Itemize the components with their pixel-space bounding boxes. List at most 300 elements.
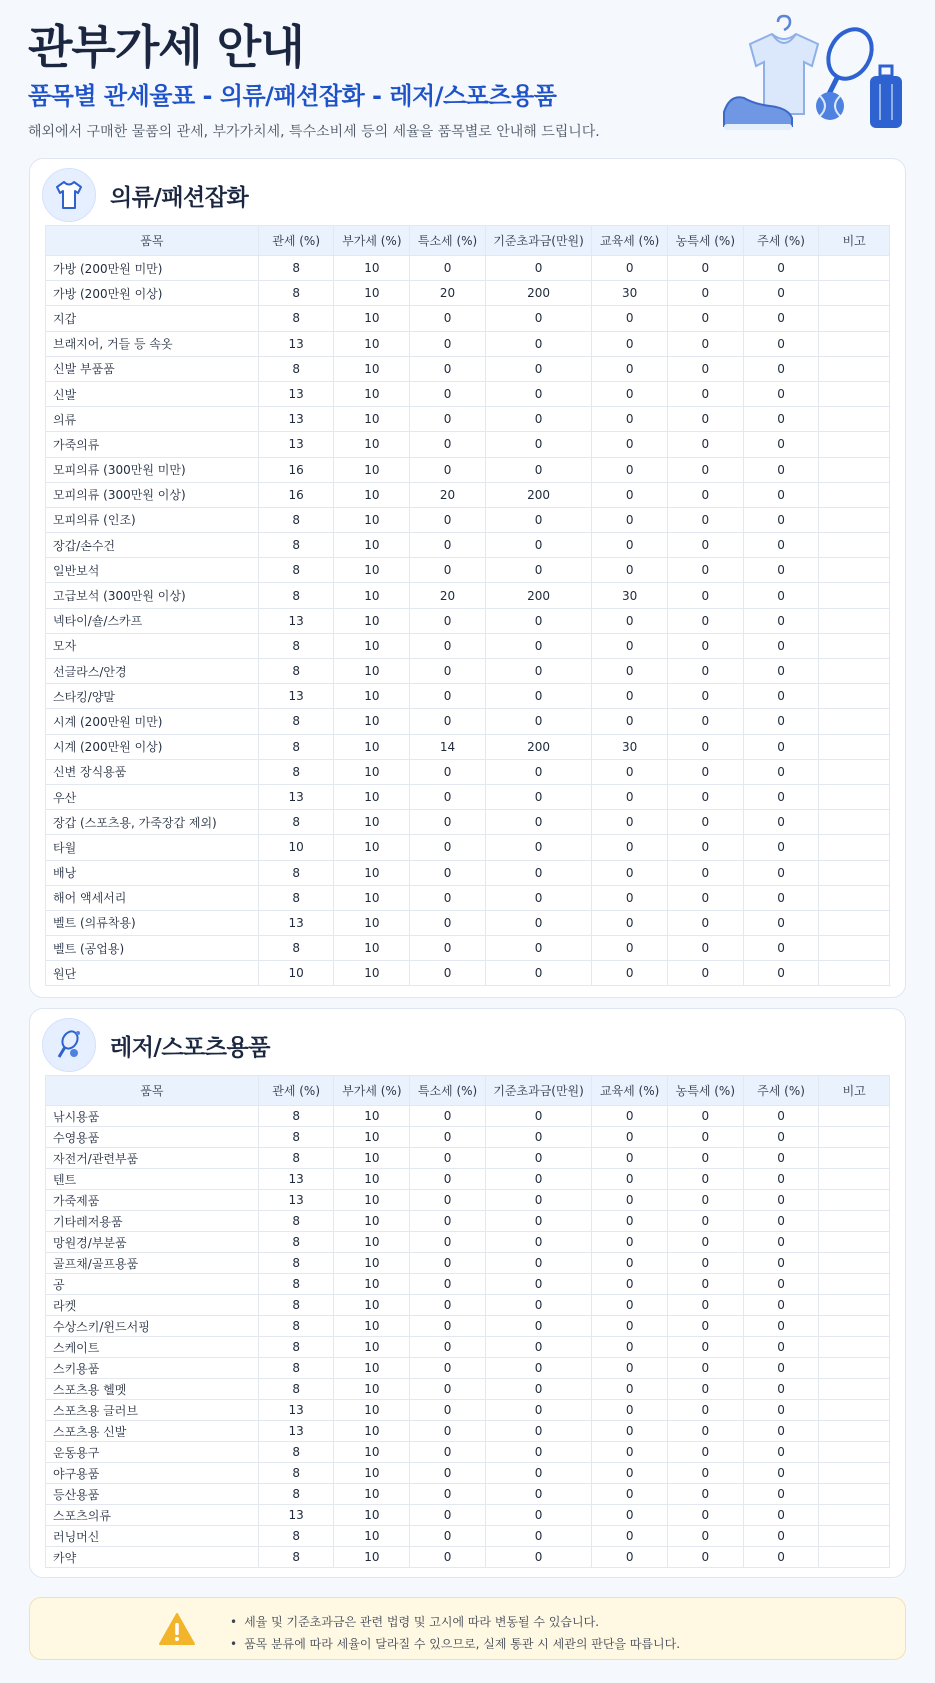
page-description: 해외에서 구매한 물품의 관세, 부가가치세, 특수소비세 등의 세율을 품목별로 안내해 드립니다.: [28, 124, 600, 140]
item-name-cell: 시계 (200만원 이상): [46, 734, 259, 759]
table-cell: [819, 885, 890, 910]
table-cell: 13: [258, 1400, 334, 1421]
table-cell: 0: [667, 1442, 743, 1463]
table-cell: 0: [410, 885, 486, 910]
table-cell: [819, 1358, 890, 1379]
table-cell: 0: [592, 1400, 668, 1421]
table-cell: 0: [667, 1547, 743, 1568]
table-cell: 8: [258, 734, 334, 759]
table-cell: 0: [667, 1484, 743, 1505]
table-cell: 0: [592, 1211, 668, 1232]
table-cell: 0: [485, 331, 591, 356]
column-header: 부가세 (%): [334, 226, 410, 256]
table-cell: 0: [485, 1295, 591, 1316]
table-cell: 10: [334, 1484, 410, 1505]
table-cell: 0: [592, 1295, 668, 1316]
table-cell: 0: [592, 306, 668, 331]
item-name-cell: 스키용품: [46, 1358, 259, 1379]
table-cell: 0: [743, 835, 819, 860]
table-cell: 8: [258, 1379, 334, 1400]
table-cell: 10: [334, 1400, 410, 1421]
table-row: [46, 381, 890, 406]
table-cell: 200: [485, 734, 591, 759]
table-cell: 8: [258, 583, 334, 608]
table-cell: [819, 558, 890, 583]
item-name-cell: 텐트: [46, 1169, 259, 1190]
table-cell: 0: [485, 1421, 591, 1442]
table-cell: 0: [592, 331, 668, 356]
table-cell: 10: [334, 331, 410, 356]
table-cell: 0: [592, 1148, 668, 1169]
table-cell: 0: [410, 835, 486, 860]
table-cell: 0: [743, 1274, 819, 1295]
table-cell: 0: [743, 558, 819, 583]
table-cell: 8: [258, 1211, 334, 1232]
table-cell: 0: [667, 1526, 743, 1547]
table-cell: 0: [667, 1505, 743, 1526]
table-cell: 0: [410, 608, 486, 633]
table-cell: 0: [485, 860, 591, 885]
table-cell: 0: [743, 936, 819, 961]
table-cell: 0: [592, 1316, 668, 1337]
table-cell: 8: [258, 507, 334, 532]
table-row: [46, 331, 890, 356]
table-cell: 8: [258, 936, 334, 961]
table-row: [46, 457, 890, 482]
table-cell: 10: [334, 961, 410, 986]
table-row: [46, 709, 890, 734]
item-name-cell: 장갑 (스포츠용, 가죽장갑 제외): [46, 810, 259, 835]
table-cell: 0: [743, 1316, 819, 1337]
item-name-cell: 스포츠용 글러브: [46, 1400, 259, 1421]
table-cell: 0: [410, 910, 486, 935]
table-cell: 0: [592, 936, 668, 961]
table-cell: [819, 1274, 890, 1295]
table-row: [46, 256, 890, 281]
table-cell: 0: [485, 1169, 591, 1190]
item-name-cell: 모피의류 (300만원 미만): [46, 457, 259, 482]
table-cell: 30: [592, 734, 668, 759]
table-cell: 13: [258, 432, 334, 457]
table-cell: 0: [743, 1463, 819, 1484]
table-cell: 0: [667, 1148, 743, 1169]
table-cell: 0: [485, 759, 591, 784]
table-cell: 0: [667, 432, 743, 457]
table-cell: [819, 507, 890, 532]
table-cell: 0: [743, 281, 819, 306]
table-cell: 0: [743, 759, 819, 784]
table-cell: [819, 457, 890, 482]
table-cell: 0: [410, 1232, 486, 1253]
table-cell: 0: [743, 659, 819, 684]
table-row: [46, 1169, 890, 1190]
table-cell: 10: [258, 961, 334, 986]
table-row: [46, 1337, 890, 1358]
table-cell: 8: [258, 860, 334, 885]
table-cell: 0: [592, 709, 668, 734]
table-cell: 0: [667, 306, 743, 331]
page-subtitle: 품목별 관세율표 - 의류/패션잡화 - 레저/스포츠용품: [28, 82, 557, 110]
table-cell: 0: [592, 1190, 668, 1211]
table-row: [46, 1274, 890, 1295]
column-header: 주세 (%): [743, 1076, 819, 1106]
table-cell: 0: [485, 1232, 591, 1253]
table-cell: 0: [485, 784, 591, 809]
table-cell: 0: [592, 684, 668, 709]
table-cell: 0: [485, 558, 591, 583]
table-cell: 0: [667, 583, 743, 608]
table-cell: 10: [334, 810, 410, 835]
column-header: 특소세 (%): [410, 226, 486, 256]
table-cell: 0: [743, 1505, 819, 1526]
table-cell: 10: [334, 1211, 410, 1232]
table-cell: 0: [485, 1484, 591, 1505]
column-header: 교육세 (%): [592, 1076, 668, 1106]
table-cell: [819, 1463, 890, 1484]
table-cell: 0: [410, 1169, 486, 1190]
table-cell: 0: [592, 1547, 668, 1568]
table-cell: 10: [334, 633, 410, 658]
table-cell: 0: [592, 835, 668, 860]
table-cell: 0: [485, 1463, 591, 1484]
table-cell: [819, 910, 890, 935]
table-cell: 0: [667, 608, 743, 633]
table-cell: 0: [592, 1379, 668, 1400]
table-cell: 8: [258, 1463, 334, 1484]
table-cell: 0: [743, 1421, 819, 1442]
column-header: 농특세 (%): [667, 1076, 743, 1106]
item-name-cell: 벨트 (공업용): [46, 936, 259, 961]
table-cell: 0: [667, 810, 743, 835]
table-cell: 0: [667, 961, 743, 986]
table-cell: 10: [334, 1148, 410, 1169]
table-cell: 0: [485, 885, 591, 910]
table-cell: 0: [592, 558, 668, 583]
table-cell: 10: [334, 432, 410, 457]
item-name-cell: 장갑/손수건: [46, 533, 259, 558]
table-cell: 0: [410, 1253, 486, 1274]
table-cell: 0: [485, 1400, 591, 1421]
table-cell: [819, 1127, 890, 1148]
table-cell: 0: [410, 810, 486, 835]
table-cell: 0: [410, 1526, 486, 1547]
table-row: [46, 432, 890, 457]
table-cell: 0: [485, 810, 591, 835]
item-name-cell: 신발 부품품: [46, 356, 259, 381]
table-cell: 0: [410, 759, 486, 784]
table-cell: 8: [258, 759, 334, 784]
item-name-cell: 망원경/부분품: [46, 1232, 259, 1253]
item-name-cell: 지갑: [46, 306, 259, 331]
table-cell: [819, 432, 890, 457]
section-header: [42, 167, 248, 223]
item-name-cell: 모피의류 (인조): [46, 507, 259, 532]
table-cell: 0: [592, 1442, 668, 1463]
table-cell: 0: [485, 356, 591, 381]
table-cell: 0: [410, 1463, 486, 1484]
table-cell: 0: [592, 533, 668, 558]
table-cell: 0: [485, 936, 591, 961]
table-cell: 0: [410, 306, 486, 331]
table-cell: [819, 1442, 890, 1463]
item-name-cell: 가방 (200만원 이상): [46, 281, 259, 306]
table-cell: 10: [334, 1106, 410, 1127]
table-cell: 0: [410, 1442, 486, 1463]
page-header: [28, 18, 718, 142]
table-cell: 0: [667, 1463, 743, 1484]
table-cell: 0: [410, 1127, 486, 1148]
table-cell: 0: [743, 1148, 819, 1169]
table-cell: 0: [667, 558, 743, 583]
table-cell: 0: [410, 633, 486, 658]
table-row: [46, 835, 890, 860]
table-cell: [819, 1211, 890, 1232]
table-cell: 10: [334, 910, 410, 935]
column-header: 관세 (%): [258, 1076, 334, 1106]
table-cell: 0: [485, 381, 591, 406]
table-row: [46, 633, 890, 658]
table-cell: 8: [258, 885, 334, 910]
table-cell: 0: [592, 256, 668, 281]
table-row: [46, 1316, 890, 1337]
table-cell: 0: [485, 961, 591, 986]
table-cell: [819, 256, 890, 281]
table-cell: 0: [743, 784, 819, 809]
table-cell: 0: [410, 331, 486, 356]
table-cell: 0: [667, 659, 743, 684]
item-name-cell: 골프채/골프용품: [46, 1253, 259, 1274]
table-cell: 8: [258, 558, 334, 583]
table-row: [46, 1463, 890, 1484]
table-cell: 10: [334, 1379, 410, 1400]
table-cell: 0: [592, 507, 668, 532]
table-cell: [819, 1547, 890, 1568]
item-name-cell: 모피의류 (300만원 이상): [46, 482, 259, 507]
table-cell: 0: [592, 1337, 668, 1358]
table-cell: 0: [667, 281, 743, 306]
table-cell: 8: [258, 1442, 334, 1463]
table-cell: [819, 356, 890, 381]
table-cell: 0: [667, 1169, 743, 1190]
table-cell: [819, 734, 890, 759]
table-cell: 10: [334, 835, 410, 860]
table-cell: 0: [410, 1148, 486, 1169]
item-name-cell: 브래지어, 거들 등 속옷: [46, 331, 259, 356]
table-cell: 0: [667, 835, 743, 860]
table-row: [46, 1106, 890, 1127]
table-cell: 0: [485, 1526, 591, 1547]
table-cell: 0: [410, 1421, 486, 1442]
table-cell: 8: [258, 633, 334, 658]
table-cell: 0: [485, 1316, 591, 1337]
table-cell: 0: [667, 734, 743, 759]
table-cell: [819, 381, 890, 406]
item-name-cell: 등산용품: [46, 1484, 259, 1505]
table-cell: 0: [743, 1484, 819, 1505]
table-cell: 0: [485, 256, 591, 281]
table-row: [46, 961, 890, 986]
table-cell: 0: [667, 1358, 743, 1379]
table-cell: 200: [485, 482, 591, 507]
table-cell: 0: [485, 684, 591, 709]
item-name-cell: 해어 액세서리: [46, 885, 259, 910]
table-cell: 0: [592, 784, 668, 809]
table-cell: 10: [334, 1526, 410, 1547]
table-row: [46, 936, 890, 961]
table-cell: 10: [334, 1358, 410, 1379]
column-header: 교육세 (%): [592, 226, 668, 256]
table-cell: 0: [743, 1400, 819, 1421]
table-row: [46, 1127, 890, 1148]
table-cell: 0: [743, 1232, 819, 1253]
table-cell: 0: [743, 1379, 819, 1400]
item-name-cell: 스포츠용 헬멧: [46, 1379, 259, 1400]
item-name-cell: 우산: [46, 784, 259, 809]
item-name-cell: 벨트 (의류착용): [46, 910, 259, 935]
table-cell: 0: [592, 885, 668, 910]
table-cell: 0: [743, 633, 819, 658]
table-cell: 0: [743, 1547, 819, 1568]
table-cell: [819, 810, 890, 835]
table-cell: 10: [334, 659, 410, 684]
item-name-cell: 선글라스/안경: [46, 659, 259, 684]
table-cell: 0: [667, 507, 743, 532]
table-cell: [819, 407, 890, 432]
table-cell: 0: [485, 1148, 591, 1169]
table-cell: 10: [334, 558, 410, 583]
table-cell: [819, 1169, 890, 1190]
table-cell: 0: [592, 1274, 668, 1295]
table-cell: 8: [258, 1232, 334, 1253]
table-cell: 200: [485, 281, 591, 306]
table-row: [46, 558, 890, 583]
table-cell: 0: [592, 407, 668, 432]
table-cell: 8: [258, 1253, 334, 1274]
section-title: 레저/스포츠용품: [110, 1034, 270, 1061]
table-cell: 10: [334, 407, 410, 432]
table-cell: 0: [743, 533, 819, 558]
table-cell: 0: [410, 961, 486, 986]
tennis-racket-icon: [42, 1018, 96, 1072]
table-cell: 10: [258, 835, 334, 860]
table-cell: 0: [743, 457, 819, 482]
table-cell: 0: [667, 1337, 743, 1358]
table-cell: 0: [667, 936, 743, 961]
table-cell: 0: [743, 1295, 819, 1316]
table-cell: 10: [334, 1505, 410, 1526]
table-cell: 0: [410, 1274, 486, 1295]
table-cell: 0: [667, 633, 743, 658]
table-cell: 8: [258, 1274, 334, 1295]
table-cell: 16: [258, 482, 334, 507]
column-header: 주세 (%): [743, 226, 819, 256]
table-cell: 0: [410, 860, 486, 885]
item-name-cell: 수영용품: [46, 1127, 259, 1148]
table-cell: 0: [743, 306, 819, 331]
table-cell: [819, 684, 890, 709]
table-row: [46, 1505, 890, 1526]
table-cell: 10: [334, 583, 410, 608]
table-cell: 10: [334, 1463, 410, 1484]
table-cell: 0: [410, 784, 486, 809]
table-cell: [819, 331, 890, 356]
table-row: [46, 407, 890, 432]
table-cell: [819, 533, 890, 558]
item-name-cell: 러닝머신: [46, 1526, 259, 1547]
table-cell: [819, 1148, 890, 1169]
table-cell: 16: [258, 457, 334, 482]
table-cell: 13: [258, 407, 334, 432]
table-cell: 0: [410, 709, 486, 734]
table-cell: 0: [410, 256, 486, 281]
table-cell: [819, 1505, 890, 1526]
item-name-cell: 운동용구: [46, 1442, 259, 1463]
item-name-cell: 일반보석: [46, 558, 259, 583]
table-cell: 0: [592, 633, 668, 658]
table-cell: 0: [410, 1358, 486, 1379]
table-cell: 0: [410, 1337, 486, 1358]
table-cell: 0: [667, 381, 743, 406]
table-cell: 10: [334, 936, 410, 961]
table-cell: 0: [485, 910, 591, 935]
column-header: 기준초과금(만원): [485, 226, 591, 256]
table-cell: 10: [334, 533, 410, 558]
table-cell: 0: [485, 533, 591, 558]
table-cell: 10: [334, 1337, 410, 1358]
table-cell: 0: [743, 482, 819, 507]
table-cell: 10: [334, 784, 410, 809]
table-cell: 0: [667, 1232, 743, 1253]
table-cell: 8: [258, 1484, 334, 1505]
table-cell: 8: [258, 356, 334, 381]
table-cell: 0: [743, 381, 819, 406]
table-row: [46, 810, 890, 835]
table-cell: 0: [485, 1337, 591, 1358]
tariff-table: [45, 1075, 890, 1568]
page-title: 관부가세 안내: [28, 20, 304, 74]
table-row: [46, 482, 890, 507]
table-cell: 0: [410, 381, 486, 406]
table-cell: 0: [485, 432, 591, 457]
section-header: [42, 1017, 270, 1073]
table-cell: 10: [334, 1547, 410, 1568]
table-cell: 0: [592, 1106, 668, 1127]
table-cell: 30: [592, 583, 668, 608]
notice-box: [29, 1597, 906, 1660]
table-row: [46, 1190, 890, 1211]
table-cell: 0: [667, 910, 743, 935]
table-cell: 8: [258, 1148, 334, 1169]
section-title: 의류/패션잡화: [110, 184, 249, 211]
table-cell: [819, 583, 890, 608]
item-name-cell: 라켓: [46, 1295, 259, 1316]
column-header: 농특세 (%): [667, 226, 743, 256]
item-name-cell: 낚시용품: [46, 1106, 259, 1127]
table-cell: 0: [410, 1379, 486, 1400]
table-cell: 14: [410, 734, 486, 759]
table-cell: 0: [743, 1211, 819, 1232]
table-cell: 10: [334, 1421, 410, 1442]
table-cell: 0: [743, 432, 819, 457]
table-cell: 10: [334, 507, 410, 532]
column-header: 비고: [819, 1076, 890, 1106]
item-name-cell: 공: [46, 1274, 259, 1295]
table-cell: 20: [410, 281, 486, 306]
table-cell: 8: [258, 533, 334, 558]
table-cell: 0: [592, 381, 668, 406]
table-cell: 0: [410, 1106, 486, 1127]
table-cell: [819, 1316, 890, 1337]
